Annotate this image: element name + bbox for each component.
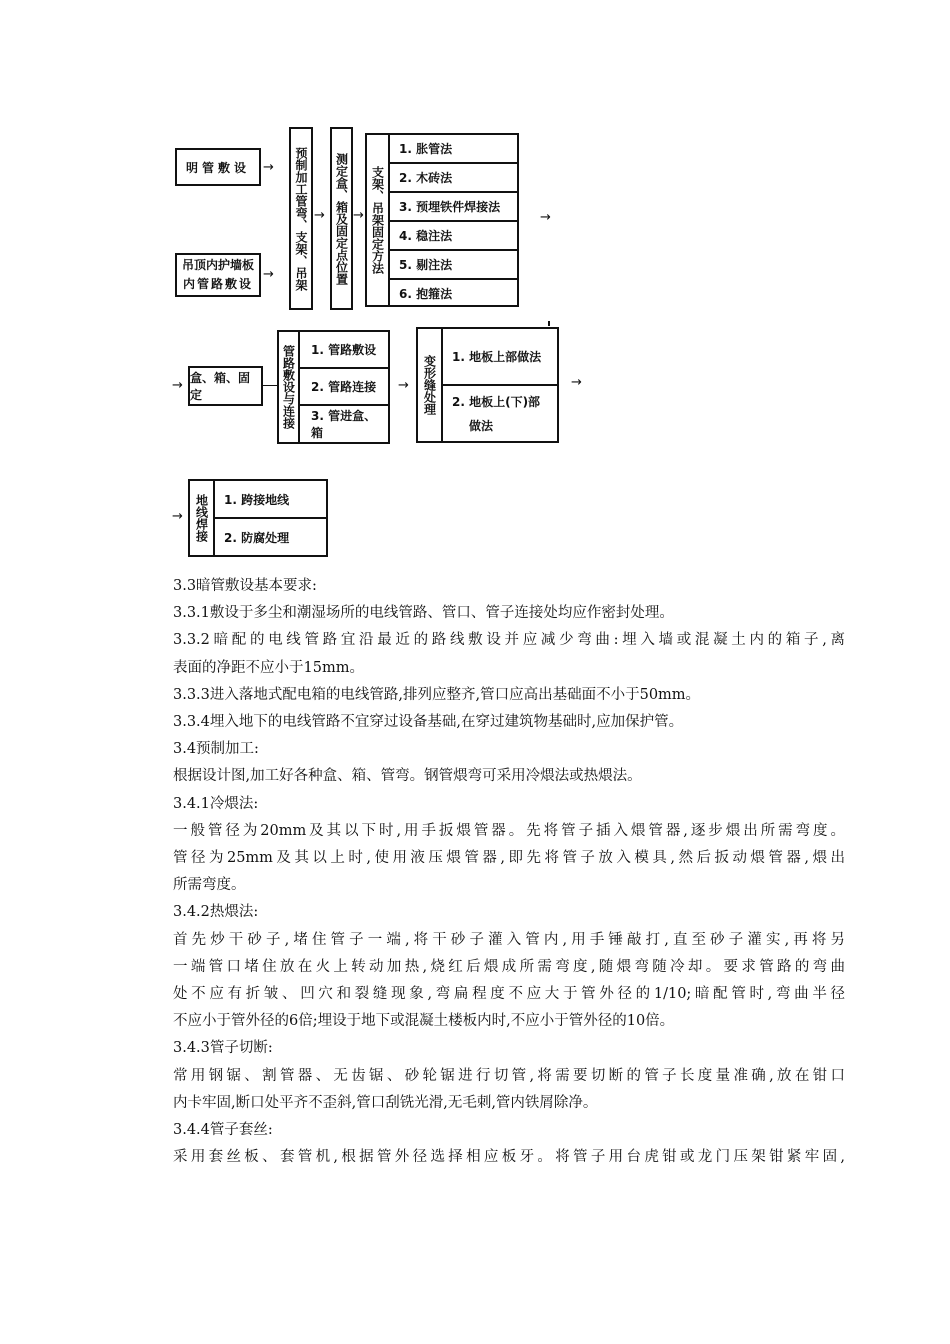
box-ceiling-pipe: 吊顶内护墙板 内管路敷设 xyxy=(175,253,261,297)
joint-item: 1. 地板上部做法 xyxy=(443,329,557,386)
paragraph: 处不应有折皱、凹穴和裂缝现象,弯扁程度不应大于管外径的1/10;暗配管时,弯曲半径 xyxy=(173,986,845,1003)
joint-title: 变形缝处理 xyxy=(418,329,443,441)
ground-title: 地线焊接 xyxy=(190,481,215,555)
paragraph: 根据设计图,加工好各种盒、箱、管弯。钢管煨弯可采用冷煨法或热煨法。 xyxy=(173,768,642,785)
arrow-right-icon: → xyxy=(172,509,183,524)
ground-item: 2. 防腐处理 xyxy=(224,530,290,545)
box-prefabrication: 预制加工管弯、支架、吊架 xyxy=(289,127,313,310)
box-expansion-joint xyxy=(416,327,559,443)
arrow-right-icon: → xyxy=(314,208,325,223)
paragraph: 所需弯度。 xyxy=(173,877,246,894)
arrow-right-icon: → xyxy=(263,160,274,175)
box-pipe-laying xyxy=(277,330,390,444)
box-support-methods xyxy=(365,133,519,307)
box-ground-welding xyxy=(188,479,328,557)
paragraph: 3.3.4埋入地下的电线管路不宜穿过设备基础,在穿过建筑物基础时,应加保护管。 xyxy=(173,714,684,731)
arrow-right-icon: → xyxy=(172,378,183,393)
heading-3-4-2: 3.4.2热煨法: xyxy=(173,904,259,921)
heading-3-4-4: 3.4.4管子套丝: xyxy=(173,1122,273,1139)
heading-3-4-3: 3.4.3管子切断: xyxy=(173,1040,273,1057)
support-method-item: 6. 抱箍法 xyxy=(399,287,453,301)
pipe-item: 1. 管路敷设 xyxy=(300,332,388,369)
heading-3-4: 3.4预制加工: xyxy=(173,741,259,758)
paragraph: 一端管口堵住放在火上转动加热,烧红后煨成所需弯度,随煨弯随冷却。要求管路的弯曲 xyxy=(173,958,845,975)
support-title: 支架、吊架固定方法 xyxy=(367,135,390,305)
paragraph: 一般管径为20mm及其以下时,用手扳煨管器。先将管子插入煨管器,逐步煨出所需弯度。 xyxy=(173,822,845,839)
arrow-right-icon: → xyxy=(398,378,409,393)
paragraph: 3.3.3进入落地式配电箱的电线管路,排列应整齐,管口应高出基础面不小于50mm。 xyxy=(173,686,701,703)
support-method-item: 2. 木砖法 xyxy=(390,164,517,193)
support-method-item: 3. 预埋铁件焊接法 xyxy=(390,193,517,222)
paragraph: 管径为25mm及其以上时,使用液压煨管器,即先将管子放入模具,然后扳动煨管器,煨出 xyxy=(173,850,845,867)
paragraph: 常用钢锯、割管器、无齿锯、砂轮锯进行切管,将需要切断的管子长度量准确,放在钳口 xyxy=(173,1067,845,1084)
connector-line xyxy=(263,385,277,386)
paragraph: 不应小于管外径的6倍;埋设于地下或混凝土楼板内时,不应小于管外径的10倍。 xyxy=(173,1013,675,1030)
arrow-right-icon: → xyxy=(263,267,274,282)
box-exposed-pipe: 明管敷设 xyxy=(175,148,261,186)
paragraph: 3.3.1敷设于多尘和潮湿场所的电线管路、管口、管子连接处均应作密封处理。 xyxy=(173,605,674,622)
ground-item: 1. 跨接地线 xyxy=(215,481,326,519)
arrow-right-icon: → xyxy=(571,375,582,390)
box-measure-position: 测定盒、箱及固定点位置 xyxy=(330,127,353,310)
joint-item: 2. 地板上(下)部 做法 xyxy=(452,394,541,433)
support-method-item: 4. 稳注法 xyxy=(390,222,517,251)
pipe-item: 2. 管路连接 xyxy=(300,369,388,406)
body-text xyxy=(173,573,845,1171)
pipe-item: 3. 管进盒、箱 xyxy=(311,409,377,440)
support-method-item: 1. 胀管法 xyxy=(390,135,517,164)
connector-mark xyxy=(548,321,550,326)
paragraph: 内卡牢固,断口处平齐不歪斜,管口刮铣光滑,无毛刺,管内铁屑除净。 xyxy=(173,1094,598,1111)
arrow-right-icon: → xyxy=(540,210,551,225)
support-method-item: 5. 剔注法 xyxy=(390,251,517,280)
arrow-right-icon: → xyxy=(353,208,364,223)
box-box-fixing: 盒、箱、固定 xyxy=(188,366,263,406)
pipe-title: 管路敷设与连接 xyxy=(279,332,300,442)
paragraph: 3.3.2暗配的电线管路宜沿最近的路线敷设并应减少弯曲:埋入墙或混凝土内的箱子,离 xyxy=(173,632,845,649)
paragraph: 采用套丝板、套管机,根据管外径选择相应板牙。将管子用台虎钳或龙门压架钳紧牢固, xyxy=(173,1149,845,1166)
heading-3-3: 3.3暗管敷设基本要求: xyxy=(173,578,317,594)
paragraph: 首先炒干砂子,堵住管子一端,将干砂子灌入管内,用手锤敲打,直至砂子灌实,再将另 xyxy=(173,931,845,948)
heading-3-4-1: 3.4.1冷煨法: xyxy=(173,795,259,812)
paragraph: 表面的净距不应小于15mm。 xyxy=(173,659,364,676)
